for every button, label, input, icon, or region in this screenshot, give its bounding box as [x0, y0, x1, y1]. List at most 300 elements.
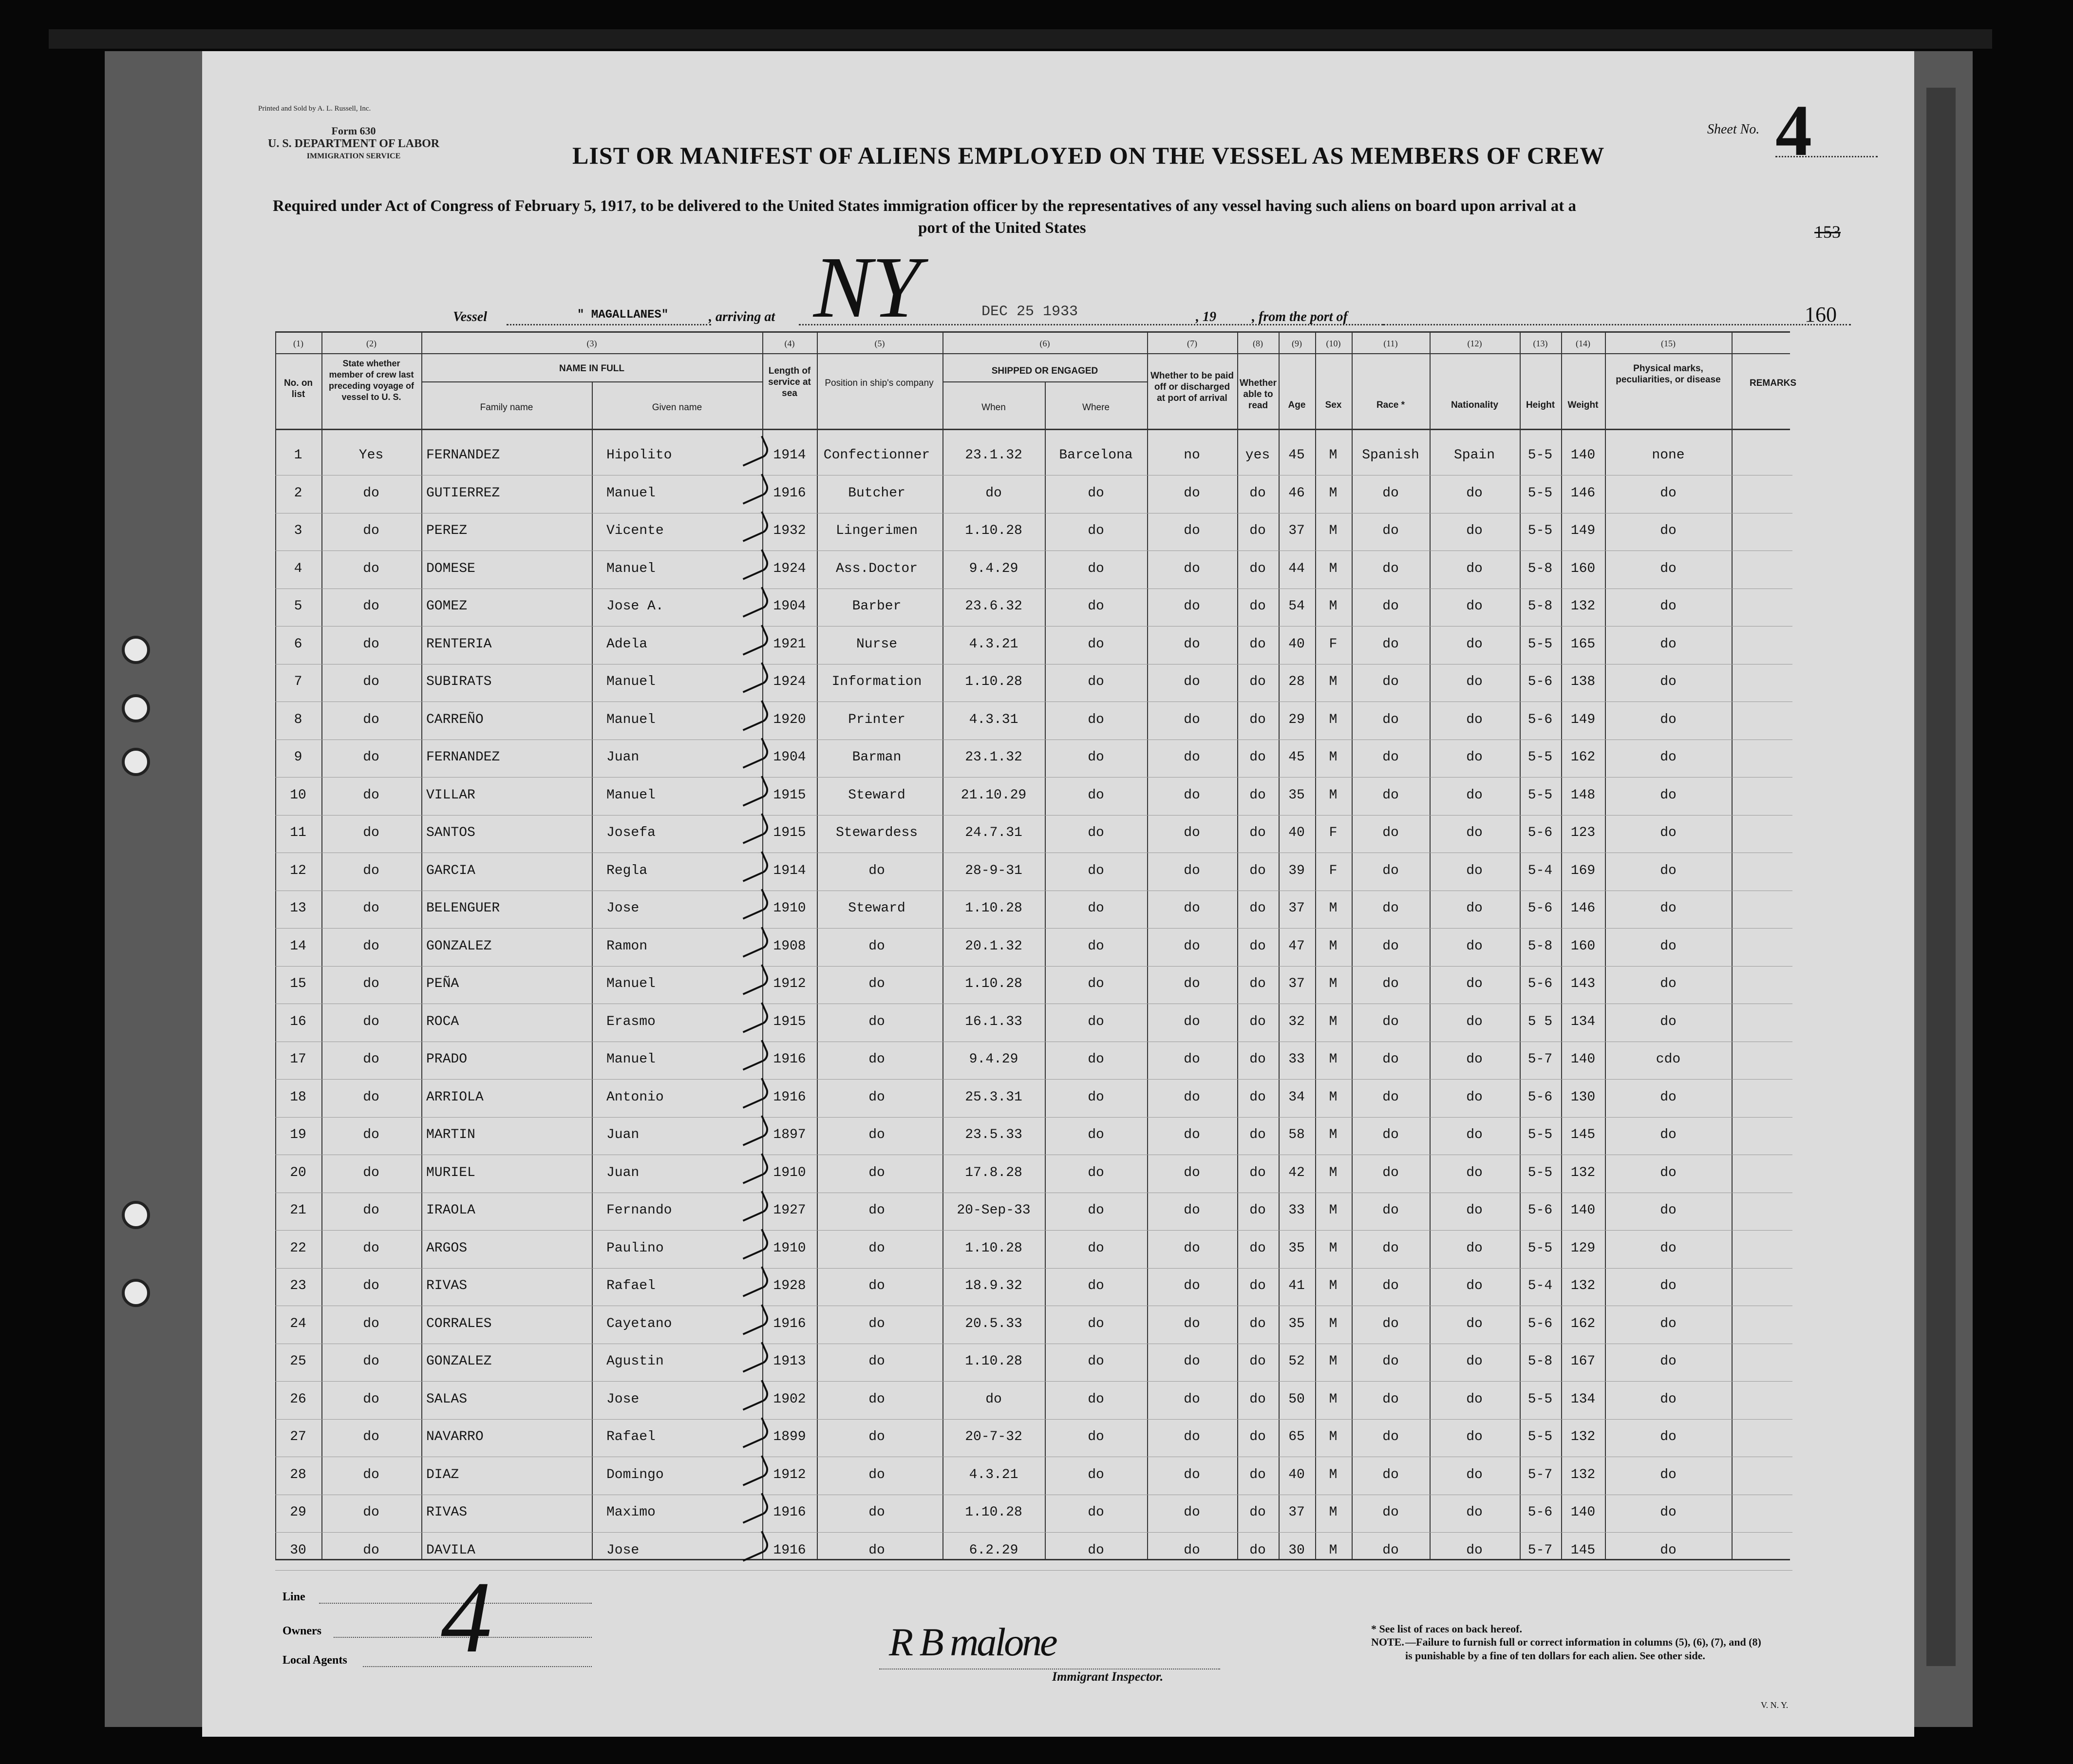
length-of-service-cell: 1912 [773, 976, 806, 991]
check-mark-icon [735, 1380, 771, 1411]
header-able-to-read: Whether able to read [1240, 378, 1277, 411]
row-number-cell: 27 [290, 1429, 306, 1444]
physical-marks-cell: do [1660, 599, 1677, 614]
vessel-label: Vessel [453, 309, 487, 324]
race-cell: do [1382, 1240, 1399, 1256]
height-cell: 5-8 [1527, 561, 1553, 576]
engaged-where-cell: do [1088, 636, 1104, 652]
previous-voyage-cell: do [363, 1127, 379, 1142]
sex-cell: M [1329, 1391, 1338, 1407]
service-name: IMMIGRATION SERVICE [306, 152, 401, 160]
paid-off-cell: do [1184, 938, 1200, 954]
row-number-cell: 4 [294, 561, 302, 576]
height-cell: 5-5 [1527, 1429, 1553, 1444]
nationality-cell: do [1466, 1542, 1483, 1558]
engaged-when-cell: 1.10.28 [965, 1505, 1022, 1520]
race-cell: do [1382, 1316, 1399, 1331]
row-number-cell: 14 [290, 938, 306, 954]
col-number: (4) [784, 339, 795, 348]
ship-position-cell: do [868, 1052, 885, 1067]
subtitle-line-2: port of the United States [918, 219, 1086, 237]
family-name-cell: PRADO [426, 1052, 468, 1067]
sex-cell: M [1329, 1429, 1338, 1444]
physical-marks-cell: do [1660, 1127, 1677, 1142]
ship-position-cell: do [868, 1391, 885, 1407]
header-physical-marks: Physical marks, peculiarities, or disease [1616, 363, 1721, 385]
row-number-cell: 6 [294, 636, 302, 652]
family-name-cell: ARRIOLA [426, 1089, 484, 1105]
engaged-where-cell: do [1088, 1505, 1104, 1520]
check-mark-icon [735, 436, 771, 467]
weight-cell: 149 [1570, 523, 1596, 538]
row-number-cell: 5 [294, 599, 302, 614]
check-mark-icon [735, 511, 771, 542]
ship-position-cell: do [868, 1203, 885, 1218]
height-cell: 5-7 [1527, 1467, 1553, 1482]
check-mark-icon [735, 889, 771, 920]
length-of-service-cell: 1902 [773, 1391, 806, 1407]
race-note: * See list of races on back hereof. [1371, 1623, 1522, 1635]
sex-cell: F [1329, 825, 1338, 840]
given-name-cell: Josefa [606, 825, 656, 840]
weight-cell: 165 [1570, 636, 1596, 652]
height-cell: 5-8 [1527, 599, 1553, 614]
paid-off-cell: do [1184, 1127, 1200, 1142]
physical-marks-cell: do [1660, 1505, 1677, 1520]
height-cell: 5-6 [1527, 674, 1553, 689]
length-of-service-cell: 1910 [773, 1165, 806, 1180]
family-name-cell: DIAZ [426, 1467, 459, 1482]
weight-cell: 132 [1570, 1278, 1596, 1293]
printer-line: Printed and Sold by A. L. Russell, Inc. [258, 105, 371, 113]
physical-marks-cell: do [1660, 825, 1677, 840]
check-mark-icon [735, 1266, 771, 1297]
length-of-service-cell: 1910 [773, 1240, 806, 1256]
check-mark-icon [735, 927, 771, 958]
nationality-cell: do [1466, 1467, 1483, 1482]
age-cell: 30 [1288, 1542, 1305, 1558]
family-name-cell: PEÑA [426, 976, 459, 991]
engaged-where-cell: do [1088, 599, 1104, 614]
race-cell: Spanish [1362, 448, 1419, 463]
header-state-whether: State whether member of crew last preceding voyage of vessel to U. S. [328, 359, 415, 402]
nationality-cell: do [1466, 825, 1483, 840]
height-cell: 5-6 [1527, 901, 1553, 916]
weight-cell: 134 [1570, 1014, 1596, 1029]
nationality-cell: do [1466, 599, 1483, 614]
physical-marks-cell: do [1660, 1467, 1677, 1482]
age-cell: 45 [1288, 750, 1305, 765]
sex-cell: M [1329, 976, 1338, 991]
race-cell: do [1382, 976, 1399, 991]
row-number-cell: 3 [294, 523, 302, 538]
previous-voyage-cell: do [363, 1203, 379, 1218]
family-name-cell: PEREZ [426, 523, 468, 538]
given-name-cell: Manuel [606, 712, 656, 727]
check-mark-icon [735, 1531, 771, 1562]
row-number-cell: 21 [290, 1203, 306, 1218]
ship-position-cell: Steward [848, 787, 905, 803]
family-name-cell: DOMESE [426, 561, 475, 576]
age-cell: 33 [1288, 1203, 1305, 1218]
race-cell: do [1382, 1165, 1399, 1180]
header-height: Height [1526, 400, 1555, 410]
physical-marks-cell: do [1660, 1316, 1677, 1331]
age-cell: 39 [1288, 863, 1305, 878]
binder-hole [122, 636, 150, 664]
inspector-label: Immigrant Inspector. [1052, 1669, 1164, 1684]
able-to-read-cell: do [1249, 1014, 1266, 1029]
family-name-cell: VILLAR [426, 787, 475, 803]
engaged-where-cell: do [1088, 523, 1104, 538]
header-sex: Sex [1325, 400, 1342, 410]
previous-voyage-cell: do [363, 523, 379, 538]
row-rule [275, 588, 1792, 589]
length-of-service-cell: 1912 [773, 1467, 806, 1482]
nationality-cell: do [1466, 1278, 1483, 1293]
engaged-when-cell: 1.10.28 [965, 1240, 1022, 1256]
length-of-service-cell: 1928 [773, 1278, 806, 1293]
physical-marks-cell: do [1660, 1240, 1677, 1256]
nationality-cell: do [1466, 1014, 1483, 1029]
previous-voyage-cell: do [363, 1354, 379, 1369]
previous-voyage-cell: do [363, 1052, 379, 1067]
race-cell: do [1382, 712, 1399, 727]
nationality-cell: do [1466, 787, 1483, 803]
height-cell: 5-4 [1527, 863, 1553, 878]
row-number-cell: 22 [290, 1240, 306, 1256]
engaged-where-cell: do [1088, 938, 1104, 954]
race-cell: do [1382, 1542, 1399, 1558]
header-race: Race * [1376, 400, 1405, 410]
able-to-read-cell: do [1249, 1127, 1266, 1142]
weight-cell: 140 [1570, 448, 1596, 463]
row-rule [275, 1381, 1792, 1382]
engaged-when-cell: 17.8.28 [965, 1165, 1022, 1180]
paid-off-cell: do [1184, 1165, 1200, 1180]
weight-cell: 146 [1570, 901, 1596, 916]
header-age: Age [1288, 400, 1306, 410]
previous-voyage-cell: do [363, 1429, 379, 1444]
binder-hole [122, 1201, 150, 1229]
weight-cell: 140 [1570, 1203, 1596, 1218]
given-name-cell: Manuel [606, 674, 656, 689]
row-number-cell: 9 [294, 750, 302, 765]
sex-cell: M [1329, 750, 1338, 765]
engaged-where-cell: do [1088, 1278, 1104, 1293]
header-position: Position in ship's company [825, 378, 934, 388]
ship-position-cell: do [868, 1014, 885, 1029]
row-rule [275, 815, 1792, 816]
given-name-cell: Hipolito [606, 448, 672, 463]
family-name-cell: GOMEZ [426, 599, 468, 614]
previous-voyage-cell: do [363, 561, 379, 576]
able-to-read-cell: do [1249, 863, 1266, 878]
remarks-handwritten-number: 160 [1805, 303, 1837, 326]
engaged-where-cell: do [1088, 750, 1104, 765]
sheet-label: Sheet No. [1707, 122, 1760, 137]
sex-cell: M [1329, 1089, 1338, 1105]
header-given-name: Given name [652, 402, 702, 413]
engaged-where-cell: do [1088, 863, 1104, 878]
engaged-when-cell: 23.1.32 [965, 448, 1022, 463]
given-name-cell: Paulino [606, 1240, 664, 1256]
able-to-read-cell: do [1249, 523, 1266, 538]
row-number-cell: 17 [290, 1052, 306, 1067]
race-cell: do [1382, 1429, 1399, 1444]
nationality-cell: do [1466, 523, 1483, 538]
height-cell: 5-8 [1527, 1354, 1553, 1369]
row-rule [275, 1532, 1792, 1533]
ship-position-cell: do [868, 1354, 885, 1369]
nationality-cell: do [1466, 1429, 1483, 1444]
crossed-out-number: 153 [1814, 222, 1841, 242]
race-cell: do [1382, 523, 1399, 538]
manifest-page [202, 51, 1914, 1737]
nationality-cell: do [1466, 1391, 1483, 1407]
given-name-cell: Manuel [606, 976, 656, 991]
physical-marks-cell: do [1660, 976, 1677, 991]
previous-voyage-cell: do [363, 825, 379, 840]
engaged-where-cell: do [1088, 1542, 1104, 1558]
check-mark-icon [735, 1455, 771, 1486]
nationality-cell: do [1466, 1505, 1483, 1520]
check-mark-icon [735, 1002, 771, 1033]
engaged-when-cell: 1.10.28 [965, 674, 1022, 689]
race-cell: do [1382, 1354, 1399, 1369]
paid-off-cell: do [1184, 1429, 1200, 1444]
length-of-service-cell: 1897 [773, 1127, 806, 1142]
row-rule [275, 966, 1792, 967]
age-cell: 37 [1288, 976, 1305, 991]
engaged-when-cell: 1.10.28 [965, 901, 1022, 916]
sex-cell: M [1329, 787, 1338, 803]
check-mark-icon [735, 776, 771, 807]
height-cell: 5-6 [1527, 1316, 1553, 1331]
engaged-when-cell: 21.10.29 [961, 787, 1027, 803]
height-cell: 5-5 [1527, 750, 1553, 765]
nationality-cell: do [1466, 1203, 1483, 1218]
paid-off-cell: do [1184, 1354, 1200, 1369]
row-number-cell: 20 [290, 1165, 306, 1180]
race-cell: do [1382, 787, 1399, 803]
able-to-read-cell: do [1249, 976, 1266, 991]
engaged-when-cell: 23.6.32 [965, 599, 1022, 614]
engaged-where-cell: do [1088, 901, 1104, 916]
vessel-name: " MAGALLANES" [577, 308, 669, 322]
ship-position-cell: Confectionner [823, 448, 930, 463]
given-name-cell: Vicente [606, 523, 664, 538]
previous-voyage-cell: Yes [358, 448, 384, 463]
physical-marks-cell: none [1652, 448, 1685, 463]
sex-cell: M [1329, 1542, 1338, 1558]
race-cell: do [1382, 863, 1399, 878]
paid-off-cell: do [1184, 750, 1200, 765]
binder-hole [122, 1279, 150, 1307]
engaged-when-cell: 4.3.21 [969, 636, 1018, 652]
race-cell: do [1382, 485, 1399, 501]
length-of-service-cell: 1932 [773, 523, 806, 538]
check-mark-icon [735, 1304, 771, 1335]
able-to-read-cell: do [1249, 787, 1266, 803]
header-no-on-list: No. on list [283, 378, 313, 399]
fine-note: —Failure to furnish full or correct information in columns (5), (6), (7), and (8) [1405, 1636, 1761, 1648]
family-name-cell: SANTOS [426, 825, 475, 840]
length-of-service-cell: 1904 [773, 750, 806, 765]
col-number: (10) [1326, 339, 1341, 348]
sex-cell: M [1329, 1354, 1338, 1369]
sex-cell: M [1329, 523, 1338, 538]
ship-position-cell: do [868, 1165, 885, 1180]
sex-cell: M [1329, 1203, 1338, 1218]
ship-position-cell: do [868, 863, 885, 878]
row-rule [275, 1230, 1792, 1231]
engaged-when-cell: do [985, 485, 1002, 501]
given-name-cell: Adela [606, 636, 648, 652]
height-cell: 5-5 [1527, 636, 1553, 652]
given-name-cell: Manuel [606, 787, 656, 803]
row-number-cell: 15 [290, 976, 306, 991]
engaged-where-cell: do [1088, 1014, 1104, 1029]
ship-position-cell: do [868, 976, 885, 991]
previous-voyage-cell: do [363, 787, 379, 803]
weight-cell: 145 [1570, 1127, 1596, 1142]
given-name-cell: Antonio [606, 1089, 664, 1105]
nationality-cell: do [1466, 938, 1483, 954]
ship-position-cell: do [868, 1316, 885, 1331]
family-name-cell: GONZALEZ [426, 1354, 492, 1369]
length-of-service-cell: 1915 [773, 1014, 806, 1029]
race-cell: do [1382, 750, 1399, 765]
family-name-cell: FERNANDEZ [426, 448, 500, 463]
ship-position-cell: do [868, 938, 885, 954]
family-name-cell: CARREÑO [426, 712, 484, 727]
race-cell: do [1382, 561, 1399, 576]
age-cell: 40 [1288, 636, 1305, 652]
engaged-where-cell: do [1088, 1391, 1104, 1407]
age-cell: 37 [1288, 523, 1305, 538]
header-weight: Weight [1567, 400, 1599, 410]
engaged-when-cell: 4.3.21 [969, 1467, 1018, 1482]
given-name-cell: Cayetano [606, 1316, 672, 1331]
ship-position-cell: do [868, 1429, 885, 1444]
sex-cell: M [1329, 448, 1338, 463]
paid-off-cell: do [1184, 1505, 1200, 1520]
paid-off-cell: do [1184, 1391, 1200, 1407]
able-to-read-cell: do [1249, 1052, 1266, 1067]
arrival-port-handwritten: NY [813, 239, 921, 336]
length-of-service-cell: 1914 [773, 863, 806, 878]
previous-voyage-cell: do [363, 1505, 379, 1520]
able-to-read-cell: do [1249, 674, 1266, 689]
sheet-number: 4 [1775, 90, 1812, 171]
engaged-when-cell: 4.3.31 [969, 712, 1018, 727]
length-of-service-cell: 1899 [773, 1429, 806, 1444]
physical-marks-cell: do [1660, 674, 1677, 689]
height-cell: 5-5 [1527, 485, 1553, 501]
engaged-when-cell: 9.4.29 [969, 561, 1018, 576]
row-number-cell: 11 [290, 825, 306, 840]
able-to-read-cell: do [1249, 712, 1266, 727]
able-to-read-cell: do [1249, 901, 1266, 916]
able-to-read-cell: do [1249, 485, 1266, 501]
sex-cell: M [1329, 485, 1338, 501]
col-number: (12) [1467, 339, 1482, 348]
nationality-cell: do [1466, 1240, 1483, 1256]
previous-voyage-cell: do [363, 1467, 379, 1482]
able-to-read-cell: do [1249, 1203, 1266, 1218]
row-rule [275, 1079, 1792, 1080]
header-where: Where [1082, 402, 1110, 413]
previous-voyage-cell: do [363, 1316, 379, 1331]
family-name-cell: FERNANDEZ [426, 750, 500, 765]
header-paid-off: Whether to be paid off or discharged at port of arrival [1150, 371, 1234, 403]
row-number-cell: 25 [290, 1354, 306, 1369]
engaged-when-cell: 23.5.33 [965, 1127, 1022, 1142]
race-cell: do [1382, 901, 1399, 916]
able-to-read-cell: do [1249, 1542, 1266, 1558]
nationality-cell: Spain [1453, 448, 1495, 463]
race-cell: do [1382, 599, 1399, 614]
nationality-cell: do [1466, 901, 1483, 916]
paid-off-cell: do [1184, 901, 1200, 916]
family-name-cell: MARTIN [426, 1127, 475, 1142]
family-name-cell: IRAOLA [426, 1203, 475, 1218]
physical-marks-cell: do [1660, 636, 1677, 652]
weight-cell: 167 [1570, 1354, 1596, 1369]
engaged-where-cell: do [1088, 1354, 1104, 1369]
length-of-service-cell: 1920 [773, 712, 806, 727]
col-number: (15) [1661, 339, 1676, 348]
print-code: V. N. Y. [1761, 1700, 1789, 1710]
row-number-cell: 28 [290, 1467, 306, 1482]
row-number-cell: 12 [290, 863, 306, 878]
sex-cell: M [1329, 1505, 1338, 1520]
paid-off-cell: do [1184, 976, 1200, 991]
paid-off-cell: do [1184, 636, 1200, 652]
age-cell: 47 [1288, 938, 1305, 954]
physical-marks-cell: do [1660, 1089, 1677, 1105]
height-cell: 5-5 [1527, 448, 1553, 463]
family-name-cell: RIVAS [426, 1278, 468, 1293]
check-mark-icon [735, 1417, 771, 1448]
paid-off-cell: do [1184, 863, 1200, 878]
binder-strip [105, 51, 205, 1727]
header-shipped-or-engaged: SHIPPED OR ENGAGED [991, 366, 1098, 376]
subtitle-line-1: Required under Act of Congress of February 5, 1917, to be delivered to the United States immigration officer by the representatives of any vessel having such aliens on board upon arrival at a [273, 197, 1576, 215]
weight-cell: 132 [1570, 1429, 1596, 1444]
engaged-where-cell: do [1088, 1052, 1104, 1067]
sex-cell: M [1329, 674, 1338, 689]
page-title: LIST OR MANIFEST OF ALIENS EMPLOYED ON THE VESSEL AS MEMBERS OF CREW [572, 142, 1605, 169]
date-stamp: DEC 25 1933 [981, 303, 1078, 320]
engaged-where-cell: do [1088, 561, 1104, 576]
sex-cell: M [1329, 599, 1338, 614]
given-name-cell: Erasmo [606, 1014, 656, 1029]
previous-voyage-cell: do [363, 1542, 379, 1558]
weight-cell: 140 [1570, 1052, 1596, 1067]
form-identification [258, 102, 440, 163]
given-name-cell: Jose [606, 1542, 640, 1558]
length-of-service-cell: 1921 [773, 636, 806, 652]
family-name-cell: SUBIRATS [426, 674, 492, 689]
height-cell: 5-8 [1527, 938, 1553, 954]
weight-cell: 162 [1570, 750, 1596, 765]
able-to-read-cell: yes [1245, 448, 1270, 463]
engaged-where-cell: do [1088, 1467, 1104, 1482]
paid-off-cell: do [1184, 1240, 1200, 1256]
sex-cell: M [1329, 561, 1338, 576]
